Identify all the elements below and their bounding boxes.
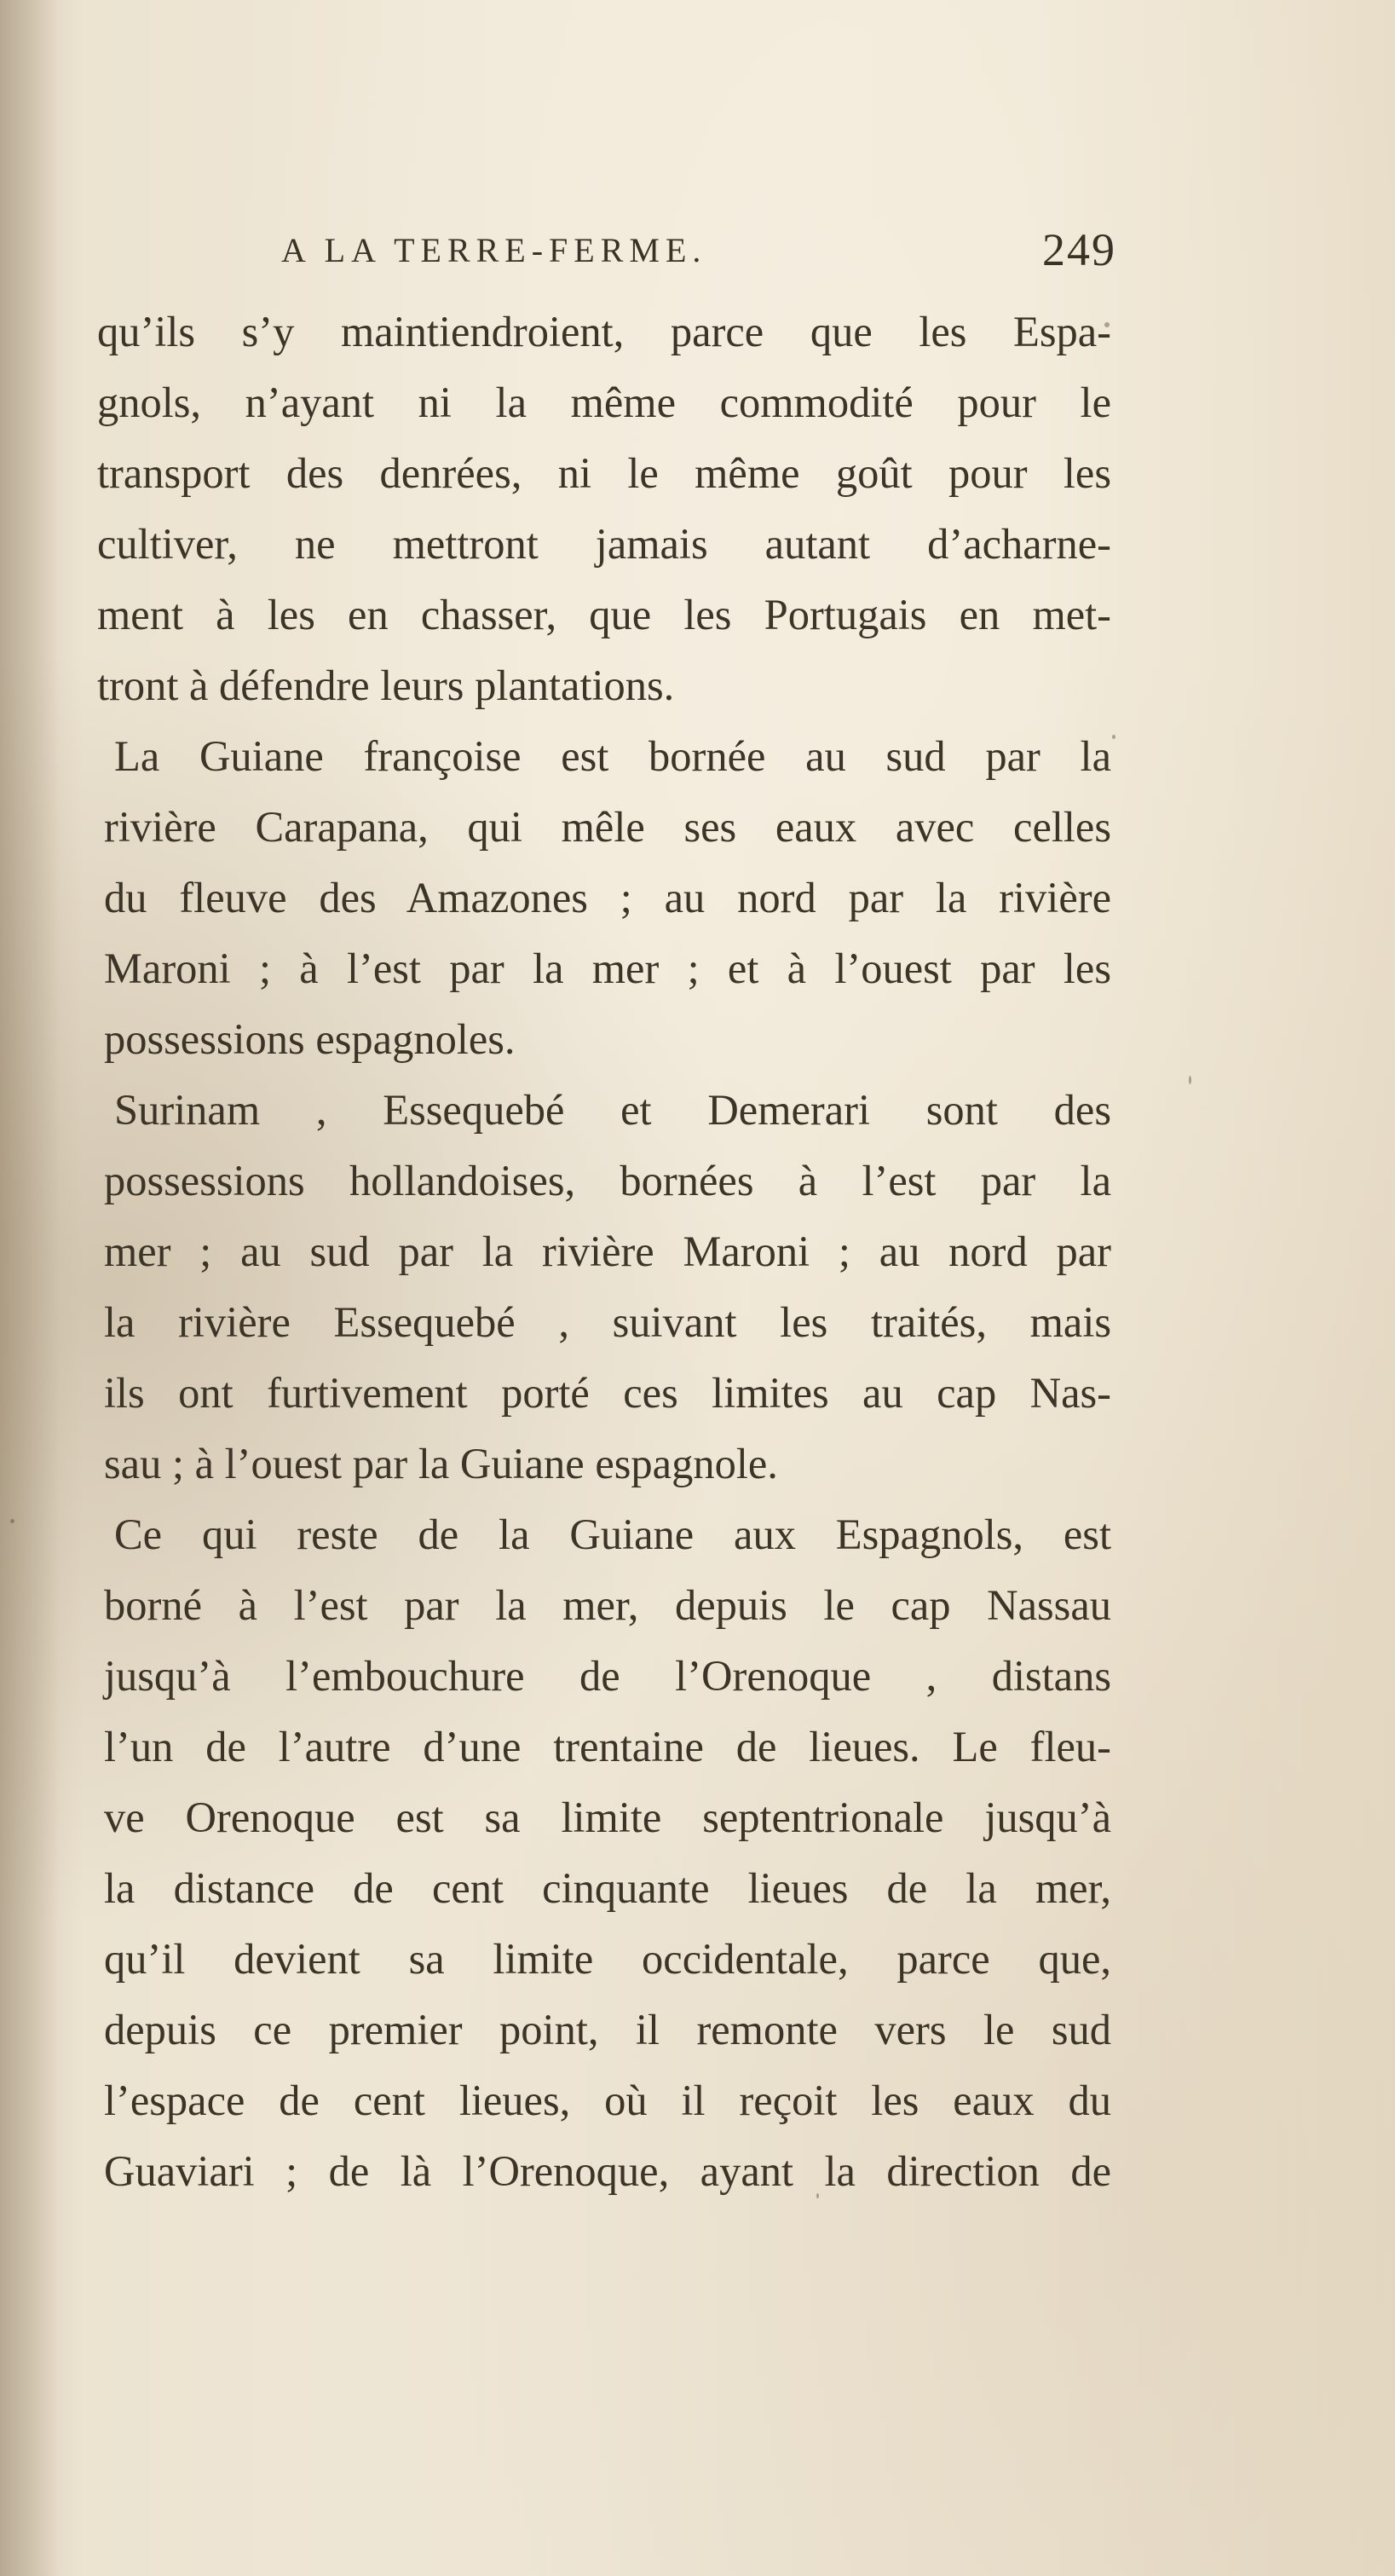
text-line: Ce qui reste de la Guiane aux Espagnols, est bbox=[114, 1510, 1111, 1558]
text-line: l’un de l’autre d’une trentaine de lieues. Le fleu- bbox=[104, 1723, 1111, 1770]
page-number: 249 bbox=[1042, 224, 1116, 275]
text-line: Guaviari ; de là l’Orenoque, ayant la direction de bbox=[104, 2147, 1111, 2195]
binding-gutter-shadow bbox=[0, 0, 60, 2576]
text-line: sau ; à l’ouest par la Guiane espagnole. bbox=[104, 1440, 778, 1487]
text-line: Surinam , Essequebé et Demerari sont des bbox=[114, 1086, 1111, 1134]
text-line: transport des denrées, ni le même goût pour les bbox=[97, 449, 1111, 497]
paragraph bbox=[97, 721, 1111, 1075]
text-line: la distance de cent cinquante lieues de la mer, bbox=[104, 1864, 1111, 1912]
text-line: gnols, n’ayant ni la même commodité pour le bbox=[97, 378, 1111, 426]
text-line: La Guiane françoise est bornée au sud par la bbox=[114, 732, 1111, 780]
text-line: du fleuve des Amazones ; au nord par la rivière bbox=[104, 874, 1111, 921]
running-title: A LA TERRE-FERME. bbox=[281, 231, 707, 269]
paragraph bbox=[97, 1499, 1111, 2207]
text-line: jusqu’à l’embouchure de l’Orenoque , distans bbox=[104, 1652, 1111, 1700]
text-line: qu’ils s’y maintiendroient, parce que les Espa- bbox=[97, 308, 1111, 355]
text-line: rivière Carapana, qui mêle ses eaux avec celles bbox=[104, 803, 1111, 851]
paper-speck bbox=[1189, 1076, 1191, 1084]
text-line: mer ; au sud par la rivière Maroni ; au nord par bbox=[104, 1227, 1111, 1275]
paragraph bbox=[97, 297, 1111, 721]
text-line: borné à l’est par la mer, depuis le cap Nassau bbox=[104, 1581, 1111, 1629]
body-text bbox=[97, 297, 1111, 2207]
text-line: ment à les en chasser, que les Portugais en met- bbox=[97, 591, 1111, 638]
text-line: possessions hollandoises, bornées à l’est par la bbox=[104, 1157, 1111, 1204]
text-line: la rivière Essequebé , suivant les traités, mais bbox=[104, 1298, 1111, 1346]
text-line: ve Orenoque est sa limite septentrionale jusqu’à bbox=[104, 1793, 1111, 1841]
text-line: depuis ce premier point, il remonte vers le sud bbox=[104, 2006, 1111, 2053]
text-line: Maroni ; à l’est par la mer ; et à l’ouest par les bbox=[104, 944, 1111, 992]
text-line: qu’il devient sa limite occidentale, parce que, bbox=[104, 1935, 1111, 1983]
running-head bbox=[281, 223, 1116, 283]
paper-speck bbox=[816, 2193, 819, 2198]
text-line: tront à défendre leurs plantations. bbox=[97, 661, 675, 709]
text-line: possessions espagnoles. bbox=[104, 1015, 516, 1063]
text-line: ils ont furtivement porté ces limites au cap Nas- bbox=[104, 1369, 1111, 1417]
paper-speck bbox=[10, 1519, 14, 1523]
text-line: l’espace de cent lieues, où il reçoit les eaux du bbox=[104, 2076, 1111, 2124]
paragraph bbox=[97, 1075, 1111, 1499]
paper-speck bbox=[1104, 322, 1110, 327]
text-line: cultiver, ne mettront jamais autant d’acharne- bbox=[97, 520, 1111, 568]
paper-speck bbox=[1112, 735, 1115, 739]
